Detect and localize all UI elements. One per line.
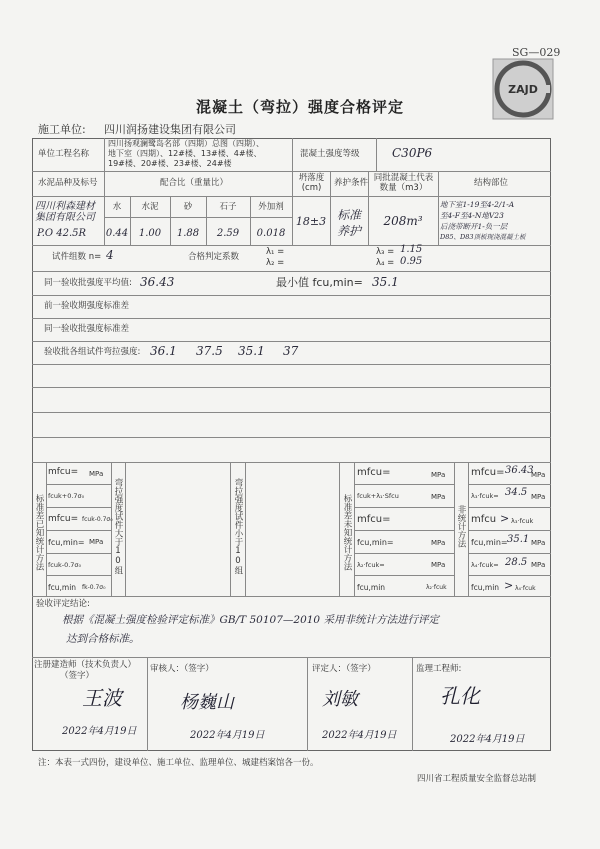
sand-value: 1.88: [176, 228, 200, 239]
col5-mpa-4: MPa: [531, 561, 546, 569]
supplier-line2: 集团有限公司: [35, 212, 95, 223]
method-nonstat-title: 非统计方法: [456, 505, 466, 548]
location-line2: 至4-F至4-N地V23: [440, 211, 504, 220]
footer-note: 注：本表一式四份，建设单位、施工单位、监理单位、城建档案馆各一份。: [38, 758, 319, 768]
location-line4: D85、D83顶板现浇混凝土板: [440, 233, 526, 241]
curing-value-1: 标准: [336, 208, 361, 222]
conclusion-line1: 根据《混凝土强度检验评定标准》GB/T 50107—2010 采用非统计方法进行评定: [62, 614, 439, 626]
engineer-label: 注册建造师（技术负责人）: [34, 660, 137, 670]
groups-label: 试件组数 n=: [52, 252, 102, 262]
col1-mpa-1: MPa: [89, 470, 104, 478]
project-value-line1: 四川扬观澜鹭岛名部（四期）总图（四期）、: [108, 139, 264, 148]
stone-value: 2.59: [216, 228, 240, 239]
strength-value-2: 37.5: [196, 344, 223, 358]
col5-row2-value: 34.5: [505, 487, 528, 498]
evaluator-label: 评定人：（签字）: [312, 664, 376, 674]
col4-mpa-4: MPa: [431, 561, 446, 569]
mix-ratio-label: 配合比（重量比）: [160, 178, 229, 188]
cement-type-value: P.O 42.5R: [37, 228, 87, 239]
col4-row2: fcuk+λ₁·Sfcu: [357, 492, 399, 500]
method-over10-title: 弯拉强度试件大于10组: [113, 478, 123, 575]
mean-value: 36.43: [140, 275, 175, 289]
water-value: 0.44: [105, 228, 129, 239]
col1-row3b: fcuk-0.7σ₀: [82, 516, 113, 523]
volume-label: 同批混凝土代表: [373, 173, 434, 183]
method-under10-title: 弯拉强度试件小于10组: [233, 478, 243, 575]
reviewer-label: 审核人：（签字）: [150, 664, 214, 674]
cement-value: 1.00: [138, 228, 162, 239]
col-water: 水: [112, 202, 122, 212]
col1-row3: mfcu=: [48, 514, 79, 524]
project-label: 单位工程名称: [38, 149, 90, 159]
reviewer-signature: 杨巍山: [180, 692, 234, 713]
strength-value-1: 36.1: [150, 344, 177, 358]
supervisor-label: 监理工程师:: [416, 664, 462, 674]
curing-label: 养护条件: [334, 178, 369, 188]
unit-label: 施工单位:: [38, 123, 86, 136]
coef-label: 合格判定系数: [188, 252, 240, 262]
same-std-label: 同一验收批强度标准差: [44, 324, 130, 334]
page-title: 混凝土（弯拉）强度合格评定: [195, 98, 404, 116]
col5-row2-label: λ₃·fcuk=: [471, 492, 499, 500]
grade-label: 混凝土强度等级: [300, 149, 360, 159]
strength-value-4: 37: [283, 344, 299, 358]
col1-row6: fcu,min: [48, 583, 77, 592]
conclusion-label: 验收评定结论:: [36, 599, 90, 609]
curing-value-2: 养护: [336, 224, 361, 238]
lambda3-value: 1.15: [400, 244, 423, 255]
col4-row3: mfcu=: [357, 514, 391, 525]
lambda4-label: λ₄ =: [376, 258, 395, 268]
col1-row2: fcuk+0.7σ₀: [48, 492, 85, 500]
conclusion-line2: 达到合格标准。: [66, 633, 140, 645]
slump-label: 坍落度: [298, 173, 325, 183]
col5-row4-label: fcu,min=: [471, 538, 508, 547]
col1-mfcu: mfcu=: [48, 467, 79, 477]
col4-mfcu: mfcu=: [357, 467, 391, 478]
mean-label: 同一验收批强度平均值:: [44, 278, 132, 288]
col5-row4-value: 35.1: [507, 534, 530, 545]
cement-type-label: 水泥品种及标号: [38, 178, 98, 188]
project-value-line3: 19#楼、20#楼、23#楼、24#楼: [108, 159, 232, 168]
volume-unit: 数量（m3）: [379, 183, 428, 193]
location-line1: 地下室1-19至4-2/1-A: [440, 200, 515, 209]
issuing-station: 四川省工程质量安全监督总站制: [417, 774, 537, 784]
col1-row6b: fk-0.7σ₀: [82, 584, 106, 591]
location-label: 结构部位: [474, 178, 509, 188]
evaluator-date: 2022年4月19日: [322, 730, 397, 741]
col-stone: 石子: [219, 202, 237, 212]
col5-row6-label: fcu,min: [471, 583, 500, 592]
col1-mpa-2: MPa: [89, 538, 104, 546]
col5-mpa-3: MPa: [531, 539, 546, 547]
min-label: 最小值 fcu,min=: [276, 276, 363, 289]
col5-row3-right: λ₃·fcuk: [511, 517, 534, 525]
method-unknown-std-title: 标准差未知统计方法: [342, 494, 352, 571]
col5-row6-cmp: >: [504, 579, 514, 592]
min-value: 35.1: [372, 275, 399, 289]
logo-text: ZAJD: [508, 83, 538, 96]
additive-value: 0.018: [256, 228, 286, 239]
project-value-line2: 地下室（四期）、12#楼、13#楼、4#楼、: [108, 149, 262, 158]
grade-value: C30P6: [392, 146, 433, 160]
form-code: SG—029: [512, 46, 561, 59]
col5-mpa-1: MPa: [531, 471, 546, 479]
engineer-date: 2022年4月19日: [62, 726, 137, 737]
lambda1-label: λ₁ =: [266, 247, 285, 257]
location-line3: 后浇带断开1-负一层: [440, 222, 508, 231]
col-sand: 砂: [183, 202, 193, 212]
reviewer-date: 2022年4月19日: [190, 730, 265, 741]
col1-row4: fcu,min=: [48, 538, 85, 547]
col4-row6b: λ₂·fcuk: [426, 584, 447, 591]
supplier-line1: 四川利森建材: [35, 201, 95, 212]
col4-row5: λ₂·fcuk=: [357, 561, 385, 569]
col5-row3-cmp: >: [500, 512, 510, 525]
strength-label: 验收批各组试件弯拉强度:: [44, 347, 141, 357]
prev-std-label: 前一验收期强度标准差: [44, 301, 130, 311]
col-additive: 外加剂: [258, 202, 284, 212]
col1-row5: fcuk-0.7σ₀: [48, 561, 82, 569]
col4-row4: fcu,min=: [357, 538, 394, 547]
col4-mpa-2: MPa: [431, 493, 446, 501]
col5-row5-value: 28.5: [505, 557, 528, 568]
unit-value: 四川润扬建设集团有限公司: [104, 123, 236, 136]
col-cement: 水泥: [141, 202, 159, 212]
lambda4-value: 0.95: [400, 256, 423, 267]
evaluator-signature: 刘敏: [322, 689, 358, 710]
lambda2-label: λ₂ =: [266, 258, 285, 268]
slump-unit: (cm): [301, 183, 322, 193]
engineer-signature: 王波: [82, 686, 122, 710]
col5-row6-right: λ₄·fcuk: [515, 585, 536, 592]
col4-mpa-3: MPa: [431, 539, 446, 547]
method-known-std-title: 标准差已知统计方法: [34, 494, 44, 571]
col5-row3-label: mfcu: [471, 514, 497, 525]
strength-value-3: 35.1: [238, 344, 265, 358]
engineer-label-sign: （签字）: [60, 671, 95, 681]
supervisor-date: 2022年4月19日: [450, 734, 525, 745]
slump-value: 18±3: [295, 215, 327, 228]
col5-row5-label: λ₄·fcuk=: [471, 561, 499, 569]
volume-value: 208m³: [383, 214, 423, 228]
lambda3-label: λ₃ =: [376, 247, 395, 257]
col5-mfcu: mfcu=: [471, 467, 505, 478]
supervisor-signature: 孔化: [440, 684, 480, 708]
col5-mfcu-value: 36.43: [505, 465, 534, 476]
col4-mpa-1: MPa: [431, 471, 446, 479]
col5-mpa-2: MPa: [531, 493, 546, 501]
groups-value: 4: [106, 248, 114, 262]
col4-row6: fcu,min: [357, 583, 386, 592]
